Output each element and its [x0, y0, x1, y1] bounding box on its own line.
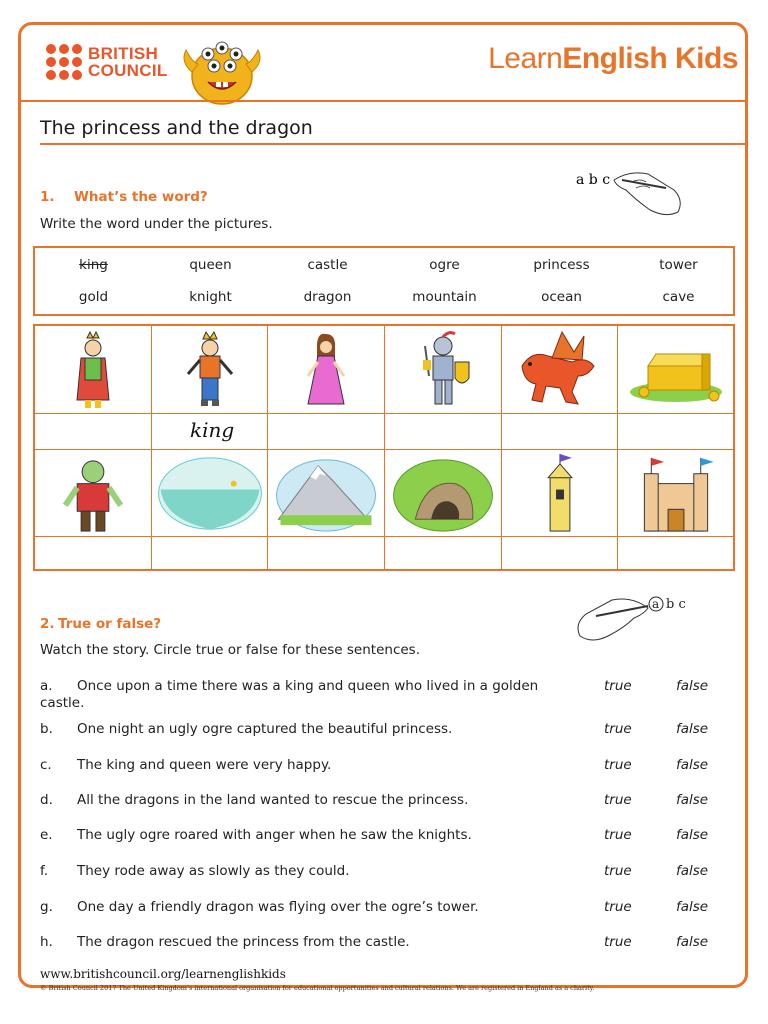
false-option[interactable]: false — [676, 899, 709, 915]
true-option[interactable]: true — [604, 721, 632, 737]
false-option[interactable]: false — [676, 792, 709, 808]
true-option[interactable]: true — [604, 792, 632, 808]
true-false-item — [40, 678, 730, 711]
word-bank-item: princess — [533, 257, 590, 273]
word-bank-item: queen — [189, 257, 232, 273]
false-option[interactable]: false — [676, 827, 709, 843]
section1-title: What’s the word? — [74, 189, 208, 205]
true-false-item — [40, 899, 730, 917]
true-option[interactable]: true — [604, 827, 632, 843]
item-sentence: One night an ugly ogre captured the beautiful princess. — [77, 721, 453, 737]
item-letter: b. — [40, 721, 53, 737]
page-title: The princess and the dragon — [40, 117, 313, 139]
section1-number: 1. — [40, 189, 55, 205]
false-option[interactable]: false — [676, 678, 709, 694]
mountain-picture — [268, 450, 385, 537]
false-option[interactable]: false — [676, 934, 709, 950]
item-letter: e. — [40, 827, 53, 843]
item-sentence: The ugly ogre roared with anger when he saw the knights. — [77, 827, 472, 843]
item-sentence: They rode away as slowly as they could. — [77, 863, 350, 879]
brand-bold: English Kids — [562, 42, 738, 75]
logo-dots-icon — [46, 44, 82, 80]
answer-box[interactable] — [385, 537, 502, 571]
word-bank-item: castle — [307, 257, 348, 273]
true-false-item — [40, 934, 730, 952]
section2-instruction: Watch the story. Circle true or false for these sentences. — [40, 642, 420, 658]
word-bank-item: dragon — [303, 289, 352, 305]
answer-box[interactable] — [268, 537, 385, 571]
footer-url[interactable]: www.britishcouncil.org/learnenglishkids — [40, 967, 286, 981]
logo-text-line2: COUNCIL — [88, 61, 168, 80]
header-divider — [21, 100, 745, 102]
gold-picture — [618, 326, 733, 414]
answer-box[interactable] — [35, 537, 152, 571]
answer-box[interactable] — [502, 537, 619, 571]
answer-box[interactable] — [385, 414, 502, 450]
word-bank-item: ocean — [541, 289, 582, 305]
monster-mascot-icon — [178, 32, 266, 108]
hand-writing-icon — [570, 160, 690, 222]
title-divider — [40, 143, 746, 145]
section2-heading — [40, 616, 161, 632]
hand-letters-2: b c — [666, 597, 686, 612]
queen-picture — [35, 326, 152, 414]
word-bank-item: knight — [189, 289, 232, 305]
true-false-item — [40, 757, 730, 775]
knight-picture — [385, 326, 502, 414]
hand-circling-icon — [572, 588, 692, 648]
cave-picture — [385, 450, 502, 537]
true-option[interactable]: true — [604, 757, 632, 773]
picture-grid — [33, 324, 735, 571]
logo-text-line1: BRITISH — [88, 44, 159, 63]
example-answer: king — [190, 418, 235, 442]
footer-copyright: © British Council 2017 The United Kingdom’s international organisation for educational opportunities and cultural relations. We are registered in England as a charity. — [40, 984, 595, 992]
false-option[interactable]: false — [676, 863, 709, 879]
answer-box[interactable] — [502, 414, 619, 450]
item-sentence: The dragon rescued the princess from the castle. — [77, 934, 410, 950]
tower-picture — [502, 450, 619, 537]
item-sentence-continued: castle. — [40, 695, 85, 711]
learnenglish-kids-logo — [488, 42, 738, 76]
word-bank-item: king — [79, 257, 108, 273]
item-sentence: Once upon a time there was a king and queen who lived in a golden — [77, 678, 539, 694]
item-letter: d. — [40, 792, 53, 808]
british-council-logo — [46, 44, 168, 80]
ogre-picture — [35, 450, 152, 537]
false-option[interactable]: false — [676, 721, 709, 737]
false-option[interactable]: false — [676, 757, 709, 773]
true-false-item — [40, 721, 730, 739]
answer-box[interactable] — [268, 414, 385, 450]
hand-letters: a b c — [576, 172, 611, 188]
item-letter: g. — [40, 899, 53, 915]
section1-heading — [40, 189, 208, 205]
dragon-picture — [502, 326, 619, 414]
castle-picture — [618, 450, 733, 537]
item-letter: a. — [40, 678, 53, 694]
true-option[interactable]: true — [604, 863, 632, 879]
word-bank-item: tower — [659, 257, 698, 273]
word-bank-item: gold — [78, 289, 109, 305]
item-sentence: One day a friendly dragon was flying over the ogre’s tower. — [77, 899, 479, 915]
king-picture — [152, 326, 269, 414]
word-bank-item: ogre — [429, 257, 460, 273]
answer-box[interactable] — [618, 537, 733, 571]
item-letter: c. — [40, 757, 52, 773]
item-letter: f. — [40, 863, 49, 879]
item-sentence: The king and queen were very happy. — [77, 757, 332, 773]
true-false-item — [40, 827, 730, 845]
answer-box[interactable] — [618, 414, 733, 450]
true-option[interactable]: true — [604, 934, 632, 950]
true-option[interactable]: true — [604, 899, 632, 915]
section1-instruction: Write the word under the pictures. — [40, 216, 273, 232]
word-bank — [33, 246, 735, 316]
ocean-picture — [152, 450, 269, 537]
item-sentence: All the dragons in the land wanted to rescue the princess. — [77, 792, 469, 808]
answer-box[interactable] — [152, 537, 269, 571]
section2-number: 2. — [40, 616, 55, 632]
item-letter: h. — [40, 934, 53, 950]
section2-title: True or false? — [58, 616, 162, 632]
hand-circled-letter: a — [652, 597, 660, 611]
word-bank-item: mountain — [412, 289, 477, 305]
true-false-item — [40, 792, 730, 810]
word-bank-item: cave — [662, 289, 695, 305]
true-option[interactable]: true — [604, 678, 632, 694]
brand-light: Learn — [488, 42, 563, 75]
answer-box[interactable] — [35, 414, 152, 450]
princess-picture — [268, 326, 385, 414]
true-false-item — [40, 863, 730, 881]
